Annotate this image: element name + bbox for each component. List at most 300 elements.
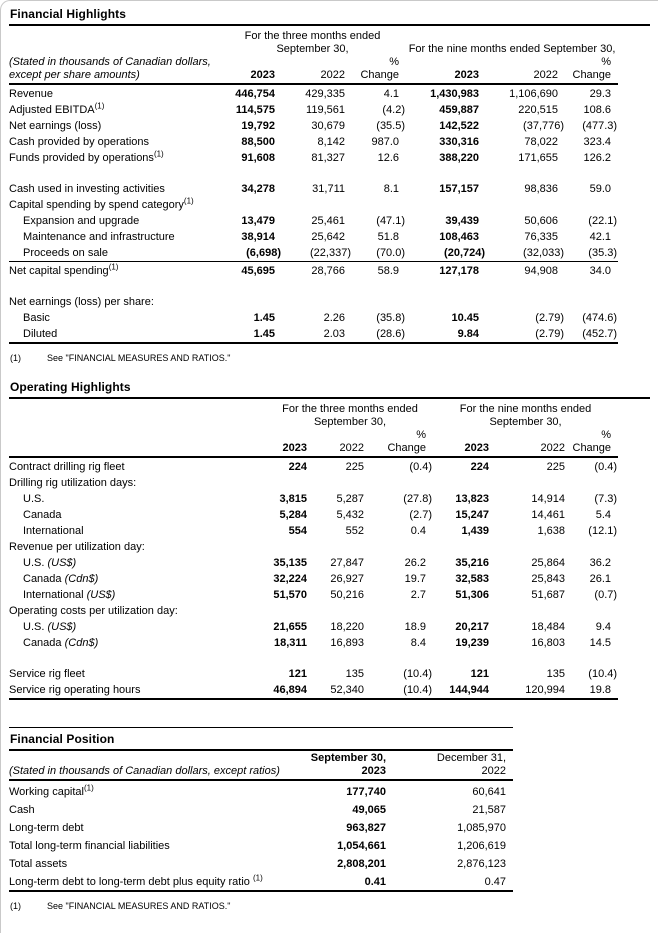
cell-value: (20,724) [406, 244, 486, 262]
cell-value: 25,864 [531, 557, 566, 569]
row-label: Total long-term financial liabilities [9, 840, 170, 852]
column-header-row [9, 752, 513, 780]
cell-value: (70.0) [352, 244, 406, 262]
cell-value: 108.6 [583, 104, 612, 116]
column-header: % Change [371, 429, 433, 457]
row-label: Net capital spending$^{(1)}$ [9, 262, 119, 277]
cell-value: 26.2 [404, 557, 427, 569]
footnote-text: See "FINANCIAL MEASURES AND RATIOS." [47, 901, 231, 911]
row-label: Service rig fleet [9, 668, 85, 680]
cell-value: 20,217 [455, 621, 490, 633]
cell-value: 19,239 [455, 637, 490, 649]
cell-value: (12.1) [588, 525, 618, 537]
cell-value: 18,484 [531, 621, 566, 633]
row-label: Cash [9, 804, 35, 816]
cell-value: (10.4) [371, 681, 433, 699]
cell-value: 16,803 [531, 637, 566, 649]
row-label: International (US$) [23, 589, 116, 601]
cell-value: 21,587 [472, 804, 506, 816]
table-row [9, 681, 618, 699]
cell-value: 13,823 [455, 493, 490, 505]
cell-value: 34,278 [241, 183, 275, 195]
cell-value: 21,655 [273, 621, 307, 633]
stated-note [9, 429, 267, 457]
cell-value: 59.0 [589, 183, 612, 195]
table-row [9, 457, 618, 474]
row-label: Total assets [9, 858, 68, 870]
cell-value: (2.7) [409, 509, 433, 521]
financial-position-title: Financial Position [9, 731, 513, 751]
cell-value: (474.6) [582, 312, 618, 324]
cell-value: 2,808,201 [337, 858, 386, 870]
cell-value: 51,306 [455, 589, 490, 601]
footnote-ref: (1) [84, 783, 94, 793]
column-header: 2022 [282, 56, 352, 84]
cell-value [352, 196, 406, 212]
stated-note: (Stated in thousands of Canadian dollars, except ratios) [9, 752, 289, 780]
cell-value: (35.8) [376, 312, 406, 324]
cell-value: (0.4) [409, 461, 433, 473]
cell-value [406, 196, 486, 212]
cell-value: (47.1) [376, 215, 406, 227]
cell-value: 45,695 [241, 265, 275, 277]
period-group-header: For the three months ended September 30, [244, 30, 381, 55]
row-label: International [23, 525, 84, 537]
cell-value: 25,843 [531, 573, 566, 585]
cell-value: 52,340 [314, 681, 371, 699]
table-row [9, 506, 618, 522]
column-header: % Change [572, 429, 618, 457]
cell-value [219, 196, 282, 212]
spacer-cell [9, 278, 618, 293]
cell-value: 10.45 [451, 312, 480, 324]
cell-value [433, 474, 496, 490]
cell-value: 220,515 [518, 104, 559, 116]
row-label: Funds provided by operations$^{(1)}$ [9, 149, 164, 164]
table-row [9, 490, 618, 506]
cell-value: (32,033) [486, 244, 565, 262]
cell-value: 46,894 [267, 681, 314, 699]
cell-value: 126.2 [583, 152, 612, 164]
stated-note: (Stated in thousands of Canadian dollars, except per share amounts) [9, 56, 219, 84]
cell-value [371, 602, 433, 618]
cell-value: 31,711 [312, 183, 345, 195]
cell-value: 0.47 [393, 871, 513, 891]
financial-position-table [9, 752, 513, 892]
row-label-unit: (US$) [47, 621, 77, 633]
cell-value: 225 [546, 461, 566, 473]
cell-value: (0.4) [594, 461, 618, 473]
cell-value [572, 602, 618, 618]
cell-value: 446,754 [235, 88, 275, 100]
spacer-row [9, 165, 618, 180]
data-table [9, 400, 618, 700]
cell-value: 127,178 [439, 265, 480, 277]
cell-value: 1,085,970 [457, 822, 506, 834]
cell-value: 388,220 [439, 152, 480, 164]
table-row [9, 133, 618, 149]
row-label: Service rig operating hours [9, 681, 267, 699]
cell-value: 330,316 [439, 136, 480, 148]
cell-value [267, 602, 314, 618]
table-row [9, 570, 618, 586]
cell-value: 25,461 [311, 215, 345, 227]
cell-value: 51,570 [273, 589, 307, 601]
cell-value: 2.26 [323, 312, 345, 324]
row-label: Drilling rig utilization days: [9, 477, 137, 489]
column-header-row [9, 56, 618, 84]
cell-value: 18,220 [330, 621, 364, 633]
cell-value [219, 293, 282, 309]
column-header: 2022 [486, 56, 565, 84]
row-label: Working capital$^{(1)}$ [9, 783, 94, 798]
cell-value: 114,575 [235, 104, 275, 116]
cell-value: 8,142 [317, 136, 345, 148]
cell-value: 28,766 [311, 265, 345, 277]
table-row [9, 212, 618, 228]
footnote-marker: (1) [10, 353, 21, 363]
row-label: Basic [23, 312, 50, 324]
cell-value: 135 [345, 668, 364, 680]
column-header: % Change [352, 56, 406, 84]
cell-value: 5.4 [595, 509, 612, 521]
row-label: Expansion and upgrade [23, 215, 140, 227]
row-label: Canada [23, 509, 62, 521]
cell-value [565, 293, 618, 309]
cell-value: 60,641 [472, 786, 506, 798]
cell-value: (452.7) [565, 325, 618, 343]
cell-value: 94,908 [524, 265, 559, 277]
cell-value: 14.5 [589, 637, 612, 649]
cell-value: 108,463 [439, 231, 480, 243]
table-row [9, 228, 618, 244]
cell-value: 50,216 [330, 589, 364, 601]
cell-value: (27.8) [403, 493, 433, 505]
cell-value: 9.4 [595, 621, 612, 633]
cell-value: 19,792 [241, 120, 275, 132]
row-label: Operating costs per utilization day: [9, 605, 178, 617]
row-label: Revenue [9, 88, 54, 100]
table-row [9, 522, 618, 538]
column-header: 2023 [267, 429, 314, 457]
footnote-ref: (1) [252, 873, 263, 883]
row-label-unit: (US$) [86, 589, 116, 601]
row-label: Net earnings (loss) per share: [9, 296, 154, 308]
row-label: Canada (Cdn$) [23, 637, 99, 649]
cell-value: 30,679 [311, 120, 345, 132]
footnote-ref: (1) [153, 149, 164, 159]
cell-value: 36.2 [589, 557, 612, 569]
cell-value: 0.41 [289, 871, 393, 891]
cell-value: 38,914 [241, 231, 275, 243]
row-label: Proceeds on sale [9, 244, 219, 262]
period-group-header: For the nine months ended September 30, [459, 403, 592, 428]
cell-value: 51.8 [377, 231, 400, 243]
cell-value: 8.4 [410, 637, 427, 649]
cell-value: 19.8 [572, 681, 618, 699]
cell-value [371, 474, 433, 490]
row-label: Adjusted EBITDA$^{(1)}$ [9, 101, 105, 116]
cell-value: (2.79) [535, 312, 565, 324]
table-row [9, 180, 618, 196]
footnote-financial-highlights [10, 353, 650, 364]
table-row [9, 871, 513, 891]
row-label: Cash used in investing activities [9, 183, 165, 195]
table-row [9, 196, 618, 212]
column-header: December 31, 2022 [393, 752, 513, 780]
table-row [9, 554, 618, 570]
cell-value: 25,642 [311, 231, 345, 243]
cell-value: 76,335 [524, 231, 559, 243]
column-header: 2023 [219, 56, 282, 84]
period-group-header: For the three months ended September 30, [282, 403, 418, 428]
cell-value [352, 293, 406, 309]
cell-value [433, 602, 496, 618]
empty-cell [9, 400, 267, 429]
cell-value [282, 196, 352, 212]
period-group-header: For the nine months ended September 30, [408, 43, 616, 55]
spacer-cell [9, 650, 618, 665]
cell-value: (28.6) [352, 325, 406, 343]
row-label: Canada (Cdn$) [23, 573, 99, 585]
footnote-marker: (1) [10, 901, 21, 911]
cell-value [267, 538, 314, 554]
table-row [9, 101, 618, 117]
cell-value: (37,776) [523, 120, 565, 132]
cell-value [371, 538, 433, 554]
cell-value: (6,698) [219, 244, 282, 262]
cell-value: 35,216 [455, 557, 490, 569]
cell-value: 9.84 [406, 325, 486, 343]
column-header: % Change [565, 56, 618, 84]
cell-value: 32,224 [273, 573, 307, 585]
cell-value: 0.4 [410, 525, 427, 537]
cell-value: (22.1) [588, 215, 618, 227]
cell-value [572, 538, 618, 554]
cell-value: 2.03 [282, 325, 352, 343]
financial-highlights-table [9, 27, 650, 344]
cell-value: 157,157 [439, 183, 480, 195]
cell-value: 121 [470, 668, 490, 680]
cell-value: 12.6 [377, 152, 400, 164]
cell-value: 8.1 [383, 183, 400, 195]
column-header: 2022 [496, 429, 572, 457]
table-row [9, 634, 618, 650]
cell-value: (477.3) [582, 120, 618, 132]
cell-value: (2.79) [486, 325, 565, 343]
financial-position-section [9, 727, 513, 892]
cell-value: 5,432 [336, 509, 364, 521]
cell-value: (10.4) [588, 668, 618, 680]
cell-value: 32,583 [455, 573, 490, 585]
table-row [9, 835, 513, 853]
cell-value: 429,335 [305, 88, 345, 100]
section-gap [9, 700, 650, 727]
table-row [9, 474, 618, 490]
cell-value: 88,500 [241, 136, 275, 148]
cell-value: 19.7 [404, 573, 427, 585]
cell-value: 13,479 [241, 215, 275, 227]
cell-value [282, 293, 352, 309]
period-header-row [9, 27, 618, 56]
cell-value: 15,247 [455, 509, 490, 521]
cell-value: (35.3) [565, 244, 618, 262]
data-table [9, 27, 618, 344]
cell-value: 98,836 [524, 183, 559, 195]
cell-value: (22,337) [282, 244, 352, 262]
cell-value: 552 [345, 525, 364, 537]
row-label-unit: (Cdn$) [64, 637, 99, 649]
cell-value [496, 474, 572, 490]
cell-value: 121 [288, 668, 307, 680]
column-header: 2023 [433, 429, 496, 457]
spacer-cell [9, 165, 618, 180]
cell-value: 39,439 [445, 215, 480, 227]
cell-value [314, 538, 371, 554]
cell-value: 50,606 [524, 215, 559, 227]
table-row [9, 117, 618, 133]
operating-highlights-section [9, 379, 650, 700]
table-row [9, 84, 618, 101]
spacer-row [9, 650, 618, 665]
footnote-financial-position [10, 901, 650, 912]
operating-highlights-table [9, 400, 650, 700]
cell-value [496, 538, 572, 554]
spacer-row [9, 278, 618, 293]
column-header: September 30, 2023 [289, 752, 393, 780]
row-label: Maintenance and infrastructure [23, 231, 175, 243]
table-row [9, 817, 513, 835]
row-label: Diluted [9, 325, 219, 343]
cell-value: 26,927 [330, 573, 364, 585]
row-label: U.S. [23, 493, 45, 505]
cell-value: 91,608 [241, 152, 275, 164]
column-header: 2023 [406, 56, 486, 84]
cell-value [496, 602, 572, 618]
cell-value: 1,206,619 [457, 840, 506, 852]
table-row [9, 262, 618, 279]
cell-value: 3,815 [279, 493, 307, 505]
cell-value: 1,054,661 [337, 840, 386, 852]
cell-value: 51,687 [531, 589, 566, 601]
table-row [9, 602, 618, 618]
cell-value: 1.45 [219, 325, 282, 343]
table-row [9, 799, 513, 817]
table-row [9, 618, 618, 634]
column-header: 2022 [314, 429, 371, 457]
data-table [9, 752, 513, 892]
cell-value [486, 196, 565, 212]
cell-value: 135 [546, 668, 566, 680]
cell-value: 120,994 [496, 681, 572, 699]
table-row [9, 244, 618, 262]
row-label: Cash provided by operations [9, 136, 150, 148]
period-header-row [9, 400, 618, 429]
row-label: U.S. (US$) [23, 621, 77, 633]
row-label: Net earnings (loss) [9, 120, 102, 132]
footnote-ref: (1) [183, 196, 194, 206]
cell-value [486, 293, 565, 309]
cell-value [267, 474, 314, 490]
cell-value: 323.4 [583, 136, 612, 148]
footnote-text: See "FINANCIAL MEASURES AND RATIOS." [47, 353, 231, 363]
cell-value: 1,439 [461, 525, 490, 537]
empty-cell [9, 27, 219, 56]
column-header-row [9, 429, 618, 457]
cell-value: (35.5) [376, 120, 406, 132]
cell-value: 1.45 [253, 312, 275, 324]
financial-highlights-title: Financial Highlights [9, 6, 650, 26]
cell-value [572, 474, 618, 490]
cell-value: 4.1 [383, 88, 400, 100]
cell-value: 963,827 [346, 822, 386, 834]
cell-value: 5,287 [336, 493, 364, 505]
cell-value: 144,944 [433, 681, 496, 699]
footnote-ref: (1) [94, 101, 105, 111]
row-label: Long-term debt [9, 822, 84, 834]
cell-value: (0.7) [594, 589, 618, 601]
table-row [9, 309, 618, 325]
cell-value: 26.1 [589, 573, 612, 585]
cell-value: 18,311 [273, 637, 307, 649]
cell-value: 224 [470, 461, 490, 473]
cell-value: 554 [288, 525, 307, 537]
cell-value: 1,106,690 [509, 88, 559, 100]
cell-value: 42.1 [589, 231, 612, 243]
table-row [9, 538, 618, 554]
cell-value [406, 293, 486, 309]
cell-value: 177,740 [346, 786, 386, 798]
cell-value: 171,655 [518, 152, 559, 164]
operating-highlights-title: Operating Highlights [9, 379, 650, 399]
cell-value: (7.3) [594, 493, 618, 505]
cell-value: 78,022 [524, 136, 559, 148]
cell-value: 119,561 [306, 104, 345, 116]
row-label-unit: (US$) [47, 557, 77, 569]
row-label: Revenue per utilization day: [9, 541, 145, 553]
cell-value: 224 [288, 461, 307, 473]
cell-value: 2.7 [410, 589, 427, 601]
row-label-unit: (Cdn$) [64, 573, 99, 585]
cell-value: 34.0 [589, 265, 612, 277]
cell-value: 14,461 [531, 509, 566, 521]
table-row [9, 293, 618, 309]
row-label: U.S. (US$) [23, 557, 77, 569]
table-row [9, 149, 618, 165]
cell-value: 35,135 [273, 557, 307, 569]
cell-value: 18.9 [404, 621, 427, 633]
cell-value: (4.2) [382, 104, 406, 116]
cell-value: 225 [345, 461, 364, 473]
cell-value: 27,847 [330, 557, 364, 569]
cell-value: 29.3 [589, 88, 612, 100]
cell-value [314, 602, 371, 618]
cell-value [314, 474, 371, 490]
row-label: Long-term debt to long-term debt plus equity ratio $^{(1)}$ [9, 871, 289, 891]
footnote-ref: (1) [108, 262, 119, 272]
cell-value: 1,430,983 [430, 88, 480, 100]
cell-value [565, 196, 618, 212]
cell-value: 2,876,123 [457, 858, 506, 870]
cell-value: 81,327 [311, 152, 345, 164]
row-label: Contract drilling rig fleet [9, 461, 125, 473]
cell-value: 14,914 [531, 493, 566, 505]
cell-value: 5,284 [279, 509, 307, 521]
table-row [9, 586, 618, 602]
cell-value: 58.9 [377, 265, 400, 277]
table-row [9, 853, 513, 871]
cell-value: 49,065 [352, 804, 386, 816]
